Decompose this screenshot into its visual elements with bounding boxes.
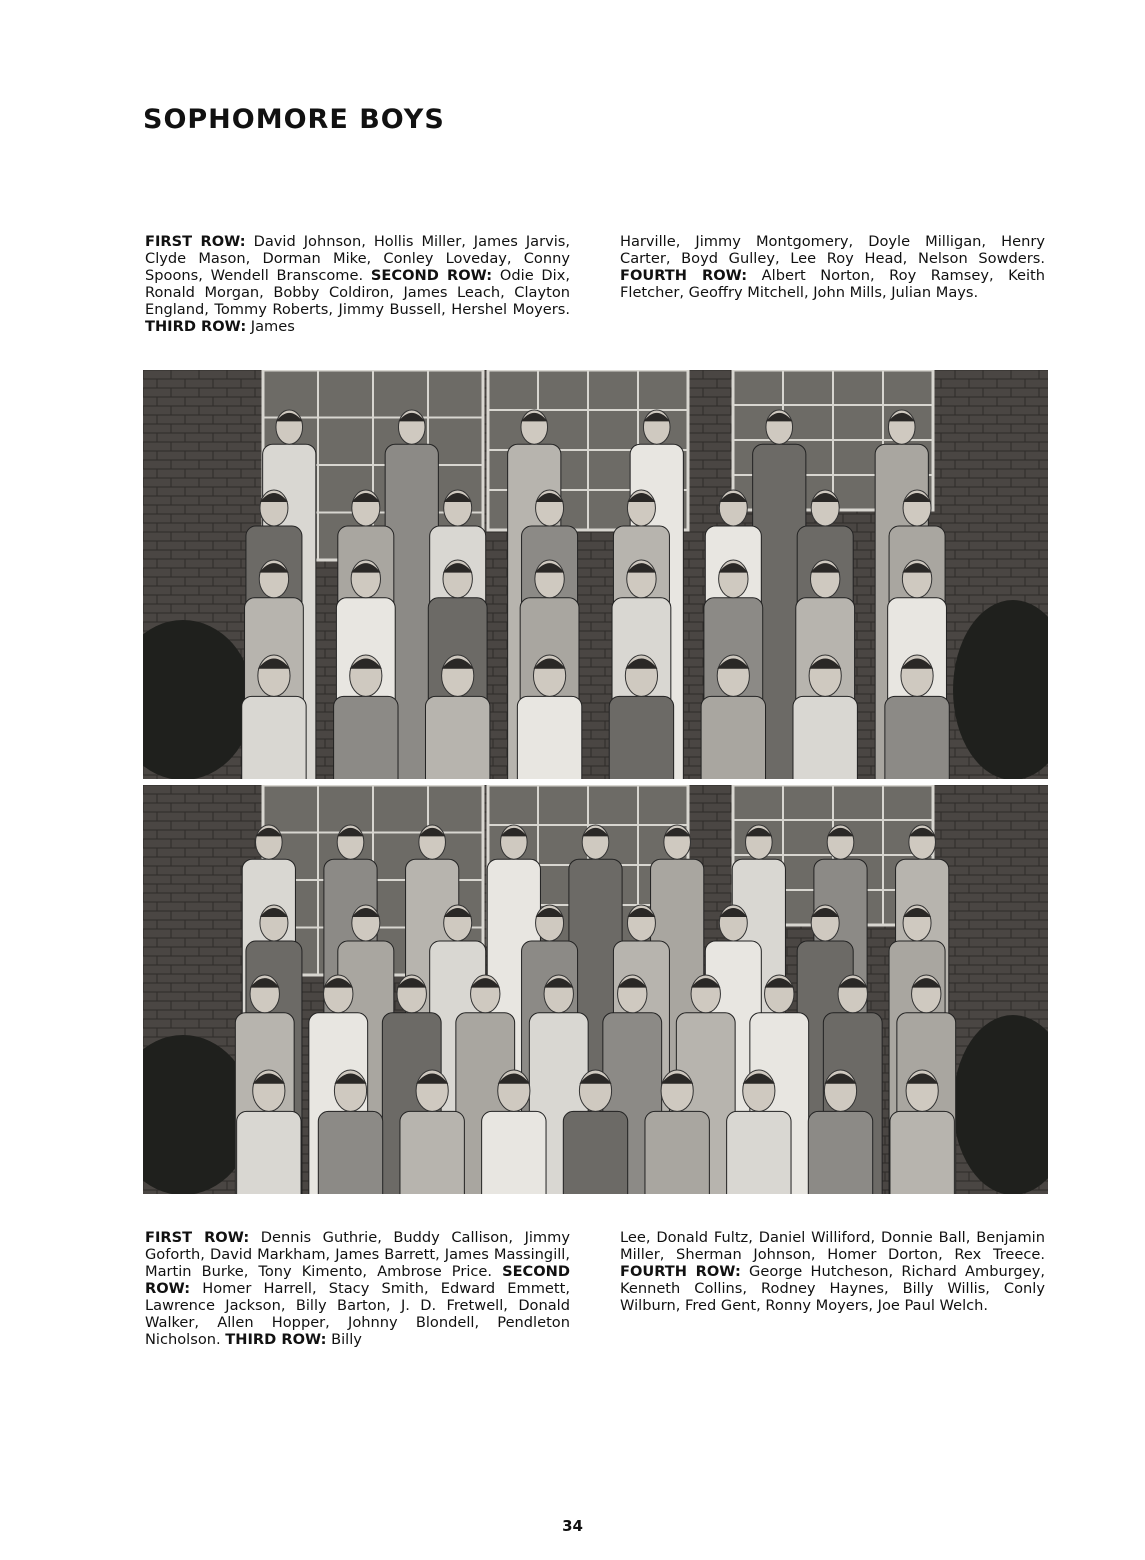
photo-row — [237, 1070, 955, 1194]
row-label: SECOND ROW: — [145, 1263, 570, 1297]
row-names: David Johnson, Hollis Miller, James Jarvis, Clyde Mason, Dorman Mike, Conley Loveday, Conny Spoons, Wendell Branscome. — [145, 233, 570, 284]
bottom-caption-left — [145, 1229, 570, 1348]
class-photo-bottom-image — [143, 785, 1048, 1194]
class-photo-bottom — [143, 785, 1048, 1194]
class-photo-top — [143, 370, 1048, 779]
row-names: Homer Harrell, Stacy Smith, Edward Emmett, Lawrence Jackson, Billy Barton, J. D. Fretwell, Donald Walker, Allen Hopper, Johnny Blondell, Pendleton Nicholson. — [145, 1280, 570, 1348]
class-photo-top-image — [143, 370, 1048, 779]
row-names: Billy — [326, 1331, 362, 1348]
row-label: SECOND ROW: — [370, 267, 493, 284]
row-names: James — [246, 318, 295, 335]
row-label: FOURTH ROW: — [620, 1263, 741, 1280]
bottom-caption-right — [620, 1229, 1045, 1314]
row-names: Dennis Guthrie, Buddy Callison, Jimmy Goforth, David Markham, James Barrett, James Massingill, Martin Burke, Tony Kimento, Ambrose Price. — [145, 1229, 570, 1280]
row-label: FOURTH ROW: — [620, 267, 748, 284]
row-label: THIRD ROW: — [145, 318, 247, 335]
row-names: Lee, Donald Fultz, Daniel Williford, Donnie Ball, Benjamin Miller, Sherman Johnson, Homer Dorton, Rex Treece. — [620, 1229, 1045, 1263]
row-names: Albert Norton, Roy Ramsey, Keith Fletcher, Geoffry Mitchell, John Mills, Julian Mays. — [620, 267, 1045, 301]
page-number: 34 — [562, 1517, 583, 1535]
page-title: SOPHOMORE BOYS — [143, 104, 445, 135]
row-names: Odie Dix, Ronald Morgan, Bobby Coldiron, James Leach, Clayton England, Tommy Roberts, Jimmy Bussell, Hershel Moyers. — [145, 267, 570, 318]
row-label: FIRST ROW: — [145, 233, 246, 250]
row-label: FIRST ROW: — [145, 1229, 250, 1246]
top-caption-left — [145, 233, 570, 335]
row-names: George Hutcheson, Richard Amburgey, Kenneth Collins, Rodney Haynes, Billy Willis, Conly Wilburn, Fred Gent, Ronny Moyers, Joe Paul Welch. — [620, 1263, 1045, 1314]
row-names: Harville, Jimmy Montgomery, Doyle Milligan, Henry Carter, Boyd Gulley, Lee Roy Head, Nelson Sowders. — [620, 233, 1045, 267]
row-label: THIRD ROW: — [225, 1331, 327, 1348]
top-caption-right — [620, 233, 1045, 301]
